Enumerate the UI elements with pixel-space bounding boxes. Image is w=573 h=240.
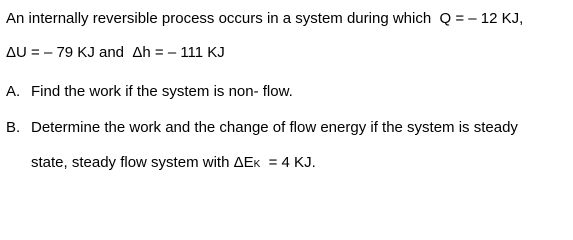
question-b — [6, 119, 518, 137]
question-a — [6, 83, 293, 101]
question-b-letter: B. — [6, 119, 21, 136]
heat-value: Q = – 12 KJ, — [439, 10, 524, 27]
problem-intro-text: An internally reversible process occurs in a system during which — [6, 10, 432, 27]
kinetic-energy-delta: ΔE — [233, 154, 254, 171]
internal-energy-change: ΔU = – 79 KJ and — [6, 44, 125, 61]
question-b-text-continued: state, steady flow system with — [31, 154, 230, 171]
problem-statement-line-1 — [6, 10, 523, 28]
question-b-text: Determine the work and the change of flow energy if the system is steady — [31, 119, 518, 136]
question-a-text: Find the work if the system is non- flow. — [31, 83, 293, 100]
question-a-letter: A. — [6, 83, 21, 100]
kinetic-energy-value: = 4 KJ. — [268, 154, 316, 171]
enthalpy-change: Δh = – 111 KJ — [132, 44, 225, 61]
kinetic-energy-subscript: K — [253, 159, 261, 170]
question-b-continuation — [31, 154, 316, 174]
problem-statement-line-2 — [6, 44, 225, 62]
